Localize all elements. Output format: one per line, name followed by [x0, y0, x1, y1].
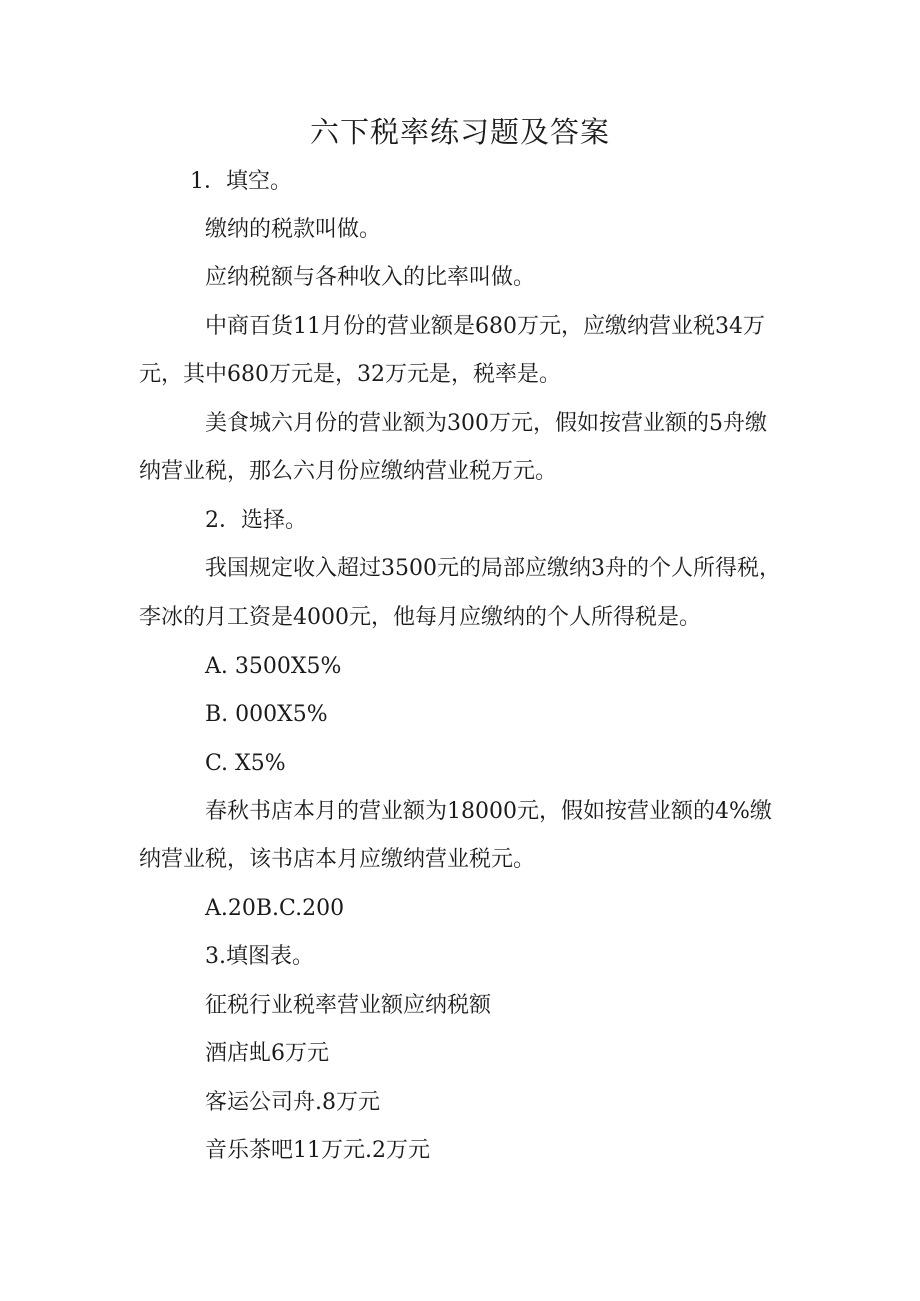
paragraph-line: 缴纳的税款叫做。	[205, 217, 382, 242]
table-row-line: 客运公司舟.8万元	[205, 1090, 380, 1115]
option-line: A. 3500X5%	[205, 654, 342, 679]
table-row-line: 音乐茶吧11万元.2万元	[205, 1138, 430, 1163]
section-1-heading: 1．填空。	[190, 169, 292, 194]
table-header-line: 征税行业税率营业额应纳税额	[205, 993, 492, 1018]
paragraph-line: 应纳税额与各种收入的比率叫做。	[205, 265, 536, 290]
option-line: B. 000X5%	[205, 702, 328, 727]
table-row-line: 酒店虬6万元	[205, 1041, 329, 1066]
paragraph-line: 纳营业税，那么六月份应缴纳营业税万元。	[139, 459, 558, 484]
paragraph-line: 我国规定收入超过3500元的局部应缴纳3舟的个人所得税，	[205, 556, 781, 581]
document-title: 六下税率练习题及答案	[309, 115, 610, 149]
paragraph-line: 美食城六月份的营业额为300万元，假如按营业额的5舟缴	[205, 411, 767, 436]
paragraph-line: 春秋书店本月的营业额为18000元，假如按营业额的4%缴	[205, 799, 772, 824]
section-2-heading: 2．选择。	[205, 508, 307, 533]
paragraph-line: 李冰的月工资是4000元，他每月应缴纳的个人所得税是。	[139, 605, 701, 630]
paragraph-line: 纳营业税，该书店本月应缴纳营业税元。	[139, 847, 536, 872]
section-3-heading: 3.填图表。	[205, 944, 314, 969]
option-line: A.20B.C.200	[205, 896, 345, 921]
paragraph-line: 中商百货11月份的营业额是680万元，应缴纳营业税34万	[205, 314, 765, 339]
option-line: C. X5%	[205, 751, 286, 776]
paragraph-line: 元，其中680万元是，32万元是，税率是。	[139, 362, 561, 387]
